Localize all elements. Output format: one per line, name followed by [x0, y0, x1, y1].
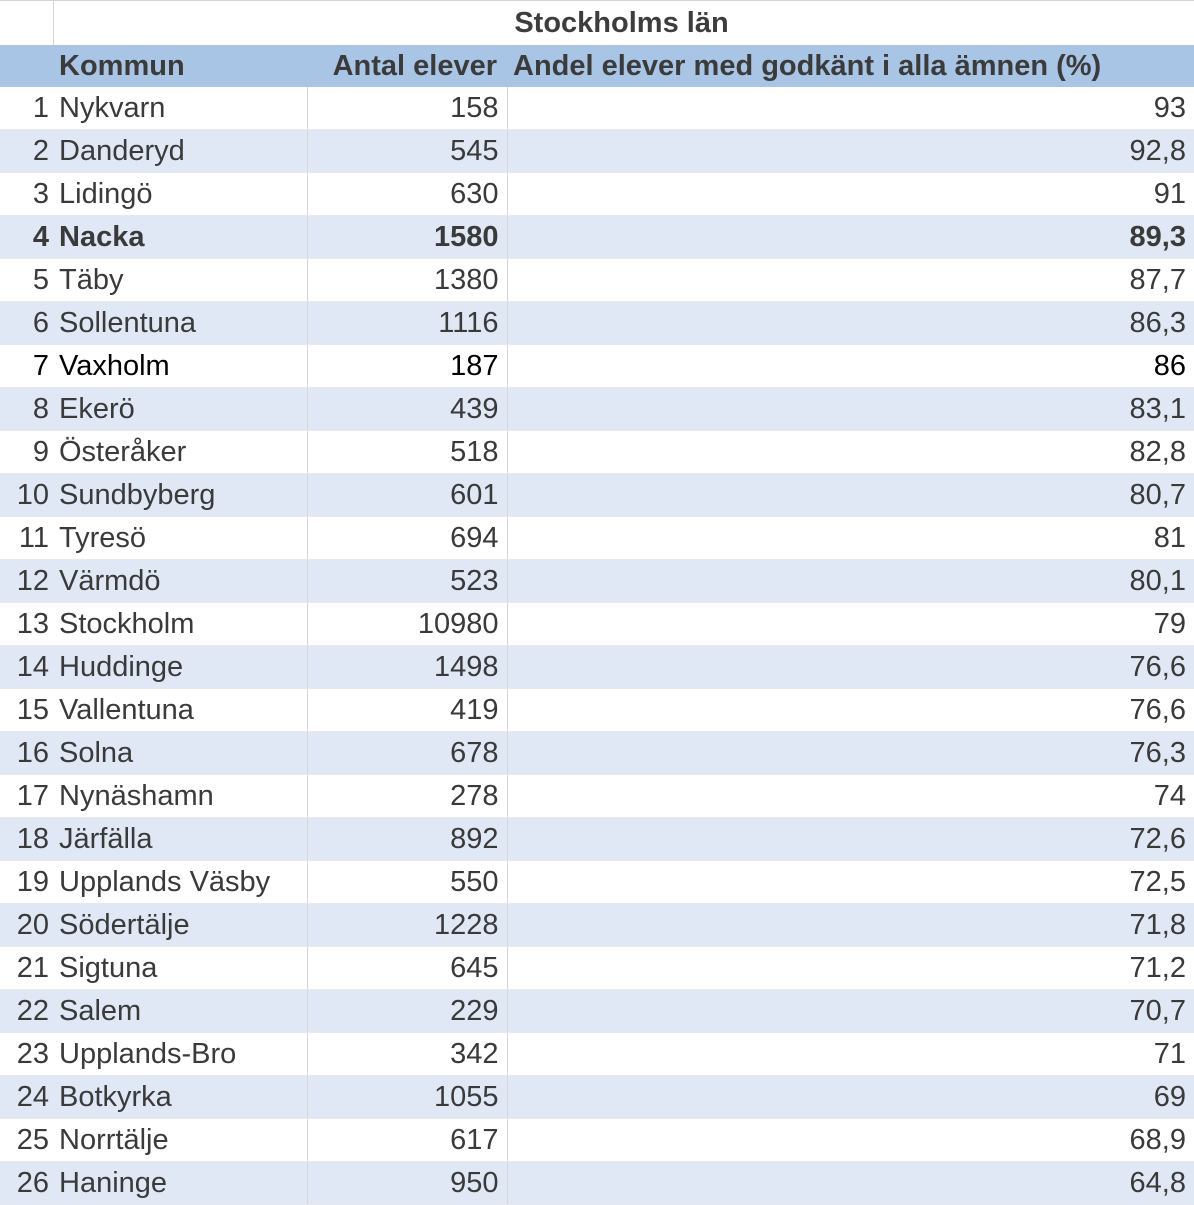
row-rank[interactable]: 25	[0, 1118, 53, 1161]
row-rank[interactable]: 16	[0, 731, 53, 774]
row-kommun[interactable]: Sigtuna	[53, 946, 307, 989]
table-row	[0, 215, 1194, 258]
row-andel-godkant[interactable]: 93	[507, 87, 1194, 130]
row-antal-elever[interactable]: 187	[307, 344, 507, 387]
row-andel-godkant[interactable]: 71	[507, 1032, 1194, 1075]
row-andel-godkant[interactable]: 74	[507, 774, 1194, 817]
row-antal-elever[interactable]: 892	[307, 817, 507, 860]
row-andel-godkant[interactable]: 82,8	[507, 430, 1194, 473]
title-row	[0, 1, 1194, 45]
row-andel-godkant[interactable]: 76,6	[507, 645, 1194, 688]
row-andel-godkant[interactable]: 80,7	[507, 473, 1194, 516]
row-kommun[interactable]: Norrtälje	[53, 1118, 307, 1161]
row-rank[interactable]: 5	[0, 258, 53, 301]
row-antal-elever[interactable]: 950	[307, 1161, 507, 1204]
row-andel-godkant[interactable]: 92,8	[507, 129, 1194, 172]
row-rank[interactable]: 15	[0, 688, 53, 731]
row-andel-godkant[interactable]: 69	[507, 1075, 1194, 1118]
row-andel-godkant[interactable]: 86	[507, 344, 1194, 387]
header-antal-elever[interactable]: Antal elever	[307, 45, 507, 87]
row-andel-godkant[interactable]: 70,7	[507, 989, 1194, 1032]
table-row	[0, 774, 1194, 817]
row-andel-godkant[interactable]: 72,6	[507, 817, 1194, 860]
table-row	[0, 989, 1194, 1032]
table-row	[0, 645, 1194, 688]
row-andel-godkant[interactable]: 80,1	[507, 559, 1194, 602]
table-row	[0, 1118, 1194, 1161]
row-antal-elever[interactable]: 1498	[307, 645, 507, 688]
table-row	[0, 129, 1194, 172]
row-kommun[interactable]: Sollentuna	[53, 301, 307, 344]
row-kommun[interactable]: Danderyd	[53, 129, 307, 172]
row-antal-elever[interactable]: 158	[307, 87, 507, 130]
row-rank[interactable]: 10	[0, 473, 53, 516]
row-antal-elever[interactable]: 439	[307, 387, 507, 430]
row-rank[interactable]: 23	[0, 1032, 53, 1075]
row-kommun[interactable]: Upplands Väsby	[53, 860, 307, 903]
row-andel-godkant[interactable]: 89,3	[507, 215, 1194, 258]
row-rank[interactable]: 14	[0, 645, 53, 688]
table-row	[0, 688, 1194, 731]
table-row	[0, 946, 1194, 989]
row-antal-elever[interactable]: 1116	[307, 301, 507, 344]
table-row	[0, 817, 1194, 860]
row-antal-elever[interactable]: 1380	[307, 258, 507, 301]
row-antal-elever[interactable]: 278	[307, 774, 507, 817]
table-row	[0, 731, 1194, 774]
row-kommun[interactable]: Solna	[53, 731, 307, 774]
row-kommun[interactable]: Värmdö	[53, 559, 307, 602]
row-antal-elever[interactable]: 630	[307, 172, 507, 215]
row-kommun[interactable]: Ekerö	[53, 387, 307, 430]
row-andel-godkant[interactable]: 91	[507, 172, 1194, 215]
row-antal-elever[interactable]: 601	[307, 473, 507, 516]
row-rank[interactable]: 3	[0, 172, 53, 215]
table-row	[0, 516, 1194, 559]
row-antal-elever[interactable]: 229	[307, 989, 507, 1032]
row-rank[interactable]: 11	[0, 516, 53, 559]
row-andel-godkant[interactable]: 68,9	[507, 1118, 1194, 1161]
table-row	[0, 602, 1194, 645]
table-row	[0, 301, 1194, 344]
table-row	[0, 1032, 1194, 1075]
row-antal-elever[interactable]: 645	[307, 946, 507, 989]
row-antal-elever[interactable]: 694	[307, 516, 507, 559]
row-andel-godkant[interactable]: 79	[507, 602, 1194, 645]
table-row	[0, 344, 1194, 387]
row-kommun[interactable]: Vaxholm	[53, 344, 307, 387]
row-kommun[interactable]: Järfälla	[53, 817, 307, 860]
table-row	[0, 860, 1194, 903]
header-row	[0, 45, 1194, 87]
table-row	[0, 387, 1194, 430]
row-rank[interactable]: 9	[0, 430, 53, 473]
row-rank[interactable]: 17	[0, 774, 53, 817]
row-andel-godkant[interactable]: 76,6	[507, 688, 1194, 731]
row-kommun[interactable]: Botkyrka	[53, 1075, 307, 1118]
row-kommun[interactable]: Österåker	[53, 430, 307, 473]
row-kommun[interactable]: Huddinge	[53, 645, 307, 688]
table-row	[0, 258, 1194, 301]
header-rank-cell[interactable]	[0, 45, 53, 87]
row-kommun[interactable]: Salem	[53, 989, 307, 1032]
row-rank[interactable]: 26	[0, 1161, 53, 1204]
row-kommun[interactable]: Haninge	[53, 1161, 307, 1204]
row-kommun[interactable]: Stockholm	[53, 602, 307, 645]
row-kommun[interactable]: Upplands-Bro	[53, 1032, 307, 1075]
header-andel-godkant[interactable]: Andel elever med godkänt i alla ämnen (%)	[507, 45, 1194, 87]
row-rank[interactable]: 24	[0, 1075, 53, 1118]
table-row	[0, 903, 1194, 946]
row-antal-elever[interactable]: 617	[307, 1118, 507, 1161]
row-antal-elever[interactable]: 523	[307, 559, 507, 602]
row-antal-elever[interactable]: 518	[307, 430, 507, 473]
row-rank[interactable]: 7	[0, 344, 53, 387]
row-antal-elever[interactable]: 545	[307, 129, 507, 172]
row-rank[interactable]: 20	[0, 903, 53, 946]
row-kommun[interactable]: Nacka	[53, 215, 307, 258]
row-andel-godkant[interactable]: 83,1	[507, 387, 1194, 430]
row-rank[interactable]: 4	[0, 215, 53, 258]
row-antal-elever[interactable]: 419	[307, 688, 507, 731]
row-antal-elever[interactable]: 678	[307, 731, 507, 774]
row-rank[interactable]: 21	[0, 946, 53, 989]
table-row	[0, 1075, 1194, 1118]
row-andel-godkant[interactable]: 87,7	[507, 258, 1194, 301]
row-andel-godkant[interactable]: 71,2	[507, 946, 1194, 989]
table-title[interactable]: Stockholms län	[53, 1, 1194, 45]
row-andel-godkant[interactable]: 76,3	[507, 731, 1194, 774]
row-rank[interactable]: 22	[0, 989, 53, 1032]
row-antal-elever[interactable]: 10980	[307, 602, 507, 645]
table-row	[0, 473, 1194, 516]
row-antal-elever[interactable]: 1055	[307, 1075, 507, 1118]
row-rank[interactable]: 13	[0, 602, 53, 645]
row-kommun[interactable]: Täby	[53, 258, 307, 301]
row-kommun[interactable]: Vallentuna	[53, 688, 307, 731]
row-antal-elever[interactable]: 1580	[307, 215, 507, 258]
row-rank[interactable]: 18	[0, 817, 53, 860]
table-row	[0, 1161, 1194, 1204]
row-kommun[interactable]: Sundbyberg	[53, 473, 307, 516]
row-kommun[interactable]: Lidingö	[53, 172, 307, 215]
row-kommun[interactable]: Södertälje	[53, 903, 307, 946]
row-andel-godkant[interactable]: 86,3	[507, 301, 1194, 344]
header-kommun[interactable]: Kommun	[53, 45, 307, 87]
table-row	[0, 172, 1194, 215]
table-row	[0, 87, 1194, 130]
row-rank[interactable]: 6	[0, 301, 53, 344]
row-kommun[interactable]: Tyresö	[53, 516, 307, 559]
title-spacer-cell[interactable]	[0, 1, 53, 45]
row-kommun[interactable]: Nynäshamn	[53, 774, 307, 817]
row-andel-godkant[interactable]: 72,5	[507, 860, 1194, 903]
row-rank[interactable]: 12	[0, 559, 53, 602]
row-rank[interactable]: 19	[0, 860, 53, 903]
row-rank[interactable]: 8	[0, 387, 53, 430]
table-body	[0, 87, 1194, 1205]
row-kommun[interactable]: Nykvarn	[53, 87, 307, 130]
row-andel-godkant[interactable]: 71,8	[507, 903, 1194, 946]
row-rank[interactable]: 1	[0, 87, 53, 130]
row-antal-elever[interactable]: 550	[307, 860, 507, 903]
row-antal-elever[interactable]: 342	[307, 1032, 507, 1075]
table-row	[0, 430, 1194, 473]
row-andel-godkant[interactable]: 64,8	[507, 1161, 1194, 1204]
row-andel-godkant[interactable]: 81	[507, 516, 1194, 559]
table-row	[0, 559, 1194, 602]
row-antal-elever[interactable]: 1228	[307, 903, 507, 946]
row-rank[interactable]: 2	[0, 129, 53, 172]
